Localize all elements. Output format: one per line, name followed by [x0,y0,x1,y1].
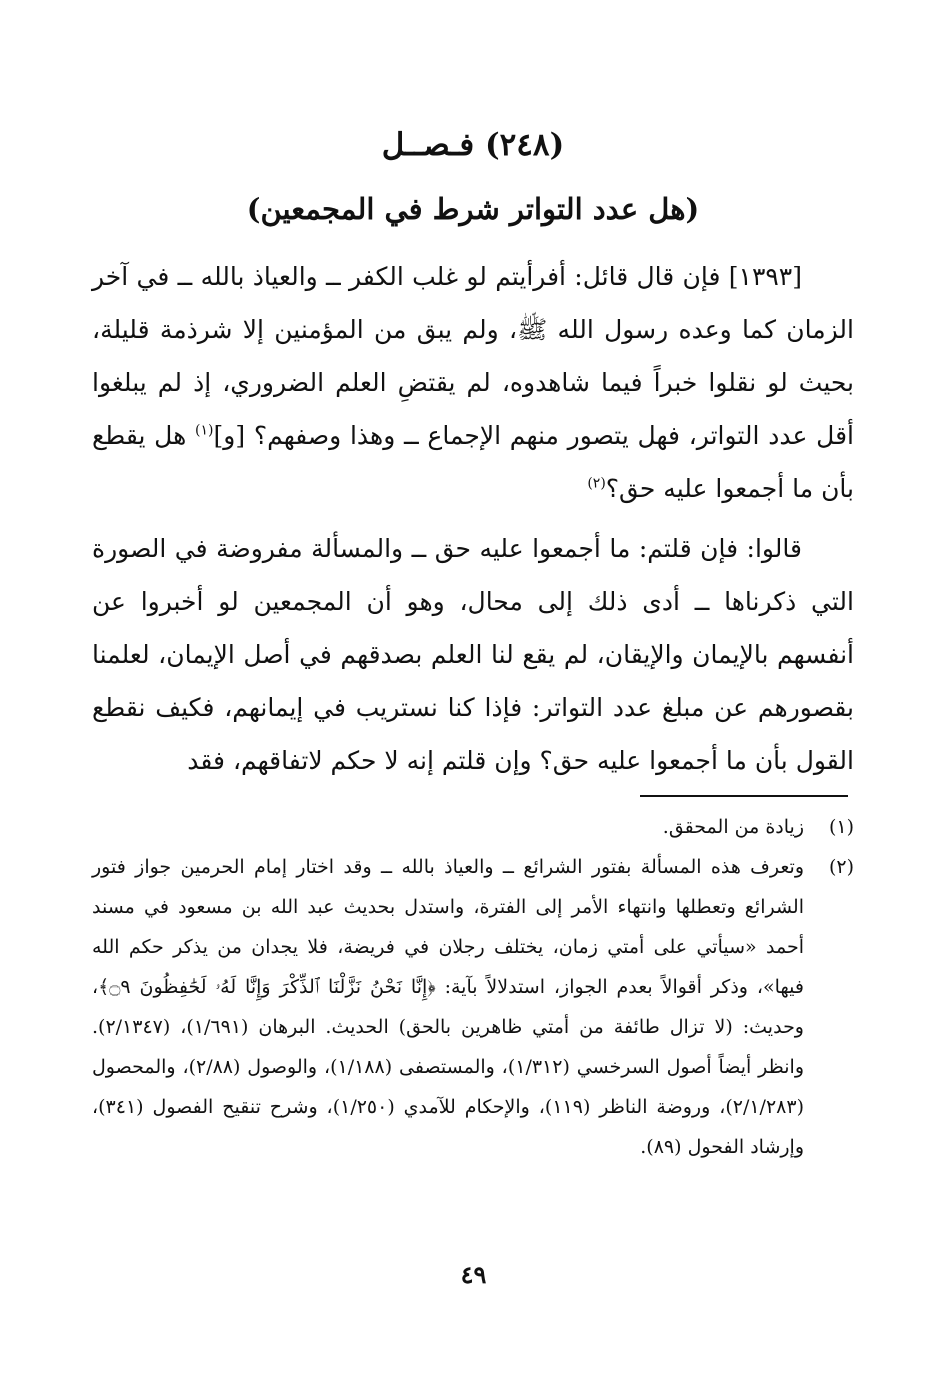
footnote-1 [92,807,854,847]
section-subtitle: (هل عدد التواتر شرط في المجمعين) [246,192,700,226]
footnote-ref-1[interactable]: (١) [195,422,214,439]
section-heading: (٢٤٨) فـصــل [381,127,565,163]
paragraph-1-text-b: هل يقطع بأن ما أجمعوا عليه حق؟ [92,421,854,503]
footnotes [92,807,854,1167]
footnote-text: زيادة من المحقق. [662,816,804,838]
footnote-text: وتعرف هذه المسألة بفتور الشرائع ــ والعياذ بالله ــ وقد اختار إمام الحرمين جواز فتور الشرائع وتعطلها وانتهاء الأمر إلى الفترة، واستدل بحديث عبد الله بن مسعود في مسند أحمد «سيأتي على أمتي زمان، يختلف رجلان في فريضة، فلا يجدان من يذكر حكم الله فيها»، وذكر أقوالاً بعدم الجواز، استدلالاً بآية: ﴿إِنَّا نَحْنُ نَزَّلْنَا ٱلذِّكْرَ وَإِنَّا لَهُۥ لَحَٰفِظُونَ ۝٩﴾، وحديث: (لا تزال طائفة من أمتي ظاهرين بالحق) الحديث. البرهان (١/٦٩١)، (٢/١٣٤٧). وانظر أيضاً أصول السرخسي (١/٣١٢)، والمستصفى (١/١٨٨)، والوصول (٢/٨٨)، والمحصول (٢/١/٢٨٣)، وروضة الناظر (١١٩)، والإحكام للآمدي (١/٢٥٠)، وشرح تنقيح الفصول (٣٤١)، وإرشاد الفحول (٨٩). [92,856,804,1158]
footnote-2 [92,847,854,1167]
paragraph-1 [92,250,854,515]
paragraph-1-text-a: [١٣٩٣] فإن قال قائل: أفرأيتم لو غلب الكفر ــ والعياذ بالله ــ في آخر الزمان كما وعده رسول الله ﷺ، ولم يبق من المؤمنين إلا شرذمة قليلة، بحيث لو نقلوا خبراً فيما شاهدوه، لم يقتضِ العلم الضروري، إذ لم يبلغوا أقل عدد التواتر، فهل يتصور منهم الإجماع ــ وهذا وصفهم؟ [و] [92,262,854,450]
footnote-divider [640,795,848,797]
footnote-number: (٢) [828,856,854,878]
paragraph-2: قالوا: فإن قلتم: ما أجمعوا عليه حق ــ والمسألة مفروضة في الصورة التي ذكرناها ــ أدى ذلك إلى محال، وهو أن المجمعين لو أخبروا عن أنفسهم بالإيمان والإيقان، لم يقع لنا العلم بصدقهم في أصل الإيمان، لعلمنا بقصورهم عن مبلغ عدد التواتر: فإذا كنا نستريب في إيمانهم، فكيف نقطع القول بأن ما أجمعوا عليه حق؟ وإن قلتم إنه لا حكم لاتفاقهم، فقد [92,534,854,775]
footnote-number: (١) [828,816,854,838]
page-number: ٤٩ [460,1260,487,1289]
footnote-ref-2[interactable]: (٢) [587,475,606,492]
